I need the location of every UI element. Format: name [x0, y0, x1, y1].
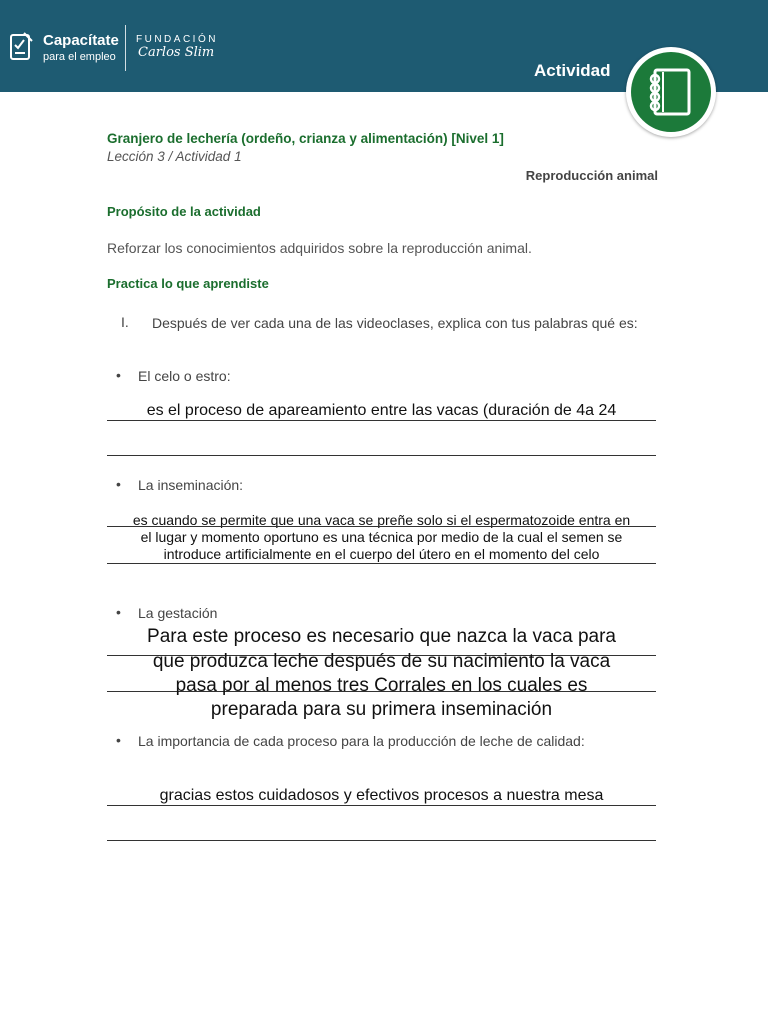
capacitate-logo [10, 28, 240, 74]
bullet-icon: • [116, 476, 121, 492]
answer-inseminacion-line-3: introduce artificialmente en el cuerpo del útero en el momento del celo [163, 546, 600, 562]
notebook-icon [631, 52, 711, 132]
answer-gestacion-line-1: Para este proceso es necesario que nazca la vaca para [147, 626, 616, 647]
practice-heading: Practica lo que aprendiste [107, 276, 269, 291]
answer-rule [107, 455, 656, 456]
activity-badge [626, 47, 716, 137]
answer-gestacion-line-4: preparada para su primera inseminación [210, 699, 553, 720]
purpose-heading: Propósito de la actividad [107, 204, 261, 219]
instruction-text: Después de ver cada una de las videoclases, explica con tus palabras qué es: [152, 315, 638, 331]
item-label-celo: El celo o estro: [138, 368, 231, 384]
logo-title: Capacítate [43, 32, 119, 49]
foundation-name: Carlos Slim [138, 45, 215, 60]
course-title: Granjero de lechería (ordeño, crianza y alimentación) [Nivel 1] [107, 131, 504, 146]
foundation-label: FUNDACIÓN [136, 34, 218, 45]
logo-divider [125, 25, 126, 71]
answer-inseminacion-line-2: el lugar y momento oportuno es una técnica por medio de la cual el semen se [140, 529, 623, 545]
lesson-label: Lección 3 / Actividad 1 [107, 149, 242, 164]
instruction-number: I. [121, 314, 129, 330]
checklist-icon [10, 31, 34, 61]
bullet-icon: • [116, 604, 121, 620]
answer-gestacion-line-3: pasa por al menos tres Corrales en los cuales es [175, 675, 588, 696]
item-label-importancia: La importancia de cada proceso para la producción de leche de calidad: [138, 733, 585, 749]
logo-subtitle: para el empleo [43, 51, 116, 63]
section-title: Actividad [534, 61, 611, 80]
topic-label: Reproducción animal [525, 168, 658, 183]
answer-rule [107, 563, 656, 564]
answer-inseminacion-line-1: es cuando se permite que una vaca se preñe solo si el espermatozoide entra en [132, 512, 631, 528]
answer-celo-line-1: es el proceso de apareamiento entre las vacas (duración de 4a 24 [146, 402, 617, 419]
answer-importancia-line-1: gracias estos cuidadosos y efectivos procesos a nuestra mesa [159, 787, 604, 804]
answer-rule [107, 805, 656, 806]
answer-rule [107, 840, 656, 841]
item-label-gestacion: La gestación [138, 605, 218, 621]
answer-rule [107, 526, 656, 527]
bullet-icon: • [116, 732, 121, 748]
answer-gestacion-line-2: que produzca leche después de su nacimiento la vaca [152, 651, 611, 672]
item-label-inseminacion: La inseminación: [138, 477, 244, 493]
answer-rule [107, 420, 656, 421]
bullet-icon: • [116, 367, 121, 383]
purpose-text: Reforzar los conocimientos adquiridos sobre la reproducción animal. [107, 240, 532, 256]
